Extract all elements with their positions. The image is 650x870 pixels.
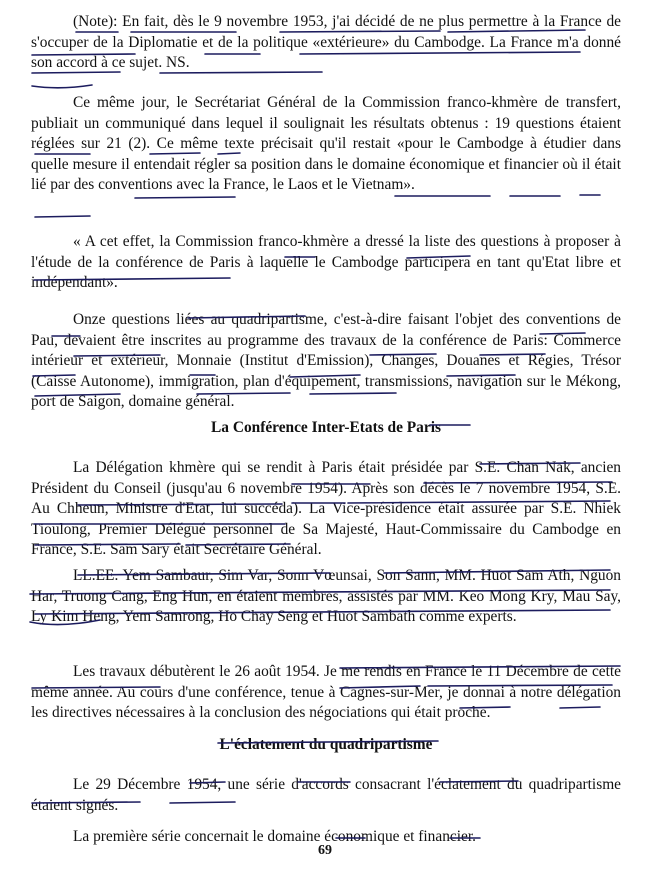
page-number: 69 — [318, 843, 332, 858]
ink-underline — [35, 216, 90, 217]
paragraph-travaux: Les travaux débutèrent le 26 août 1954. Je me rendis en France le 11 Décembre de cette même année. Au cours d'une conférence, tenue à Cagnes-sur-Mer, je donnai à notre délégation les directives nécessaires à la conclusion des négociations qui était proche. — [31, 663, 621, 721]
heading-conference: La Conférence Inter-Etats de Paris — [211, 419, 441, 436]
paragraph-premiere-serie: La première série concernait le domaine économique et financier. — [73, 828, 476, 845]
paragraph-quadripartisme: Onze questions liées au quadripartisme, c'est-à-dire faisant l'objet des conventions de Pau, devaient être inscrites au programme des travaux de la conférence de Paris: Commerce intérieur et extérieur, Monnaie (Institut d'Emission), Changes, Douanes et Régies, Trésor (Caisse Autonome), immigration, plan d'équipement, transmissions, navigation sur le Mékong, port de Saigon, domaine général. — [31, 311, 621, 410]
note-paragraph: (Note): En fait, dès le 9 novembre 1953, j'ai décidé de ne plus permettre à la France de s'occuper de la Diplomatie et de la politique «extérieure» du Cambodge. La France m'a donné son accord à ce sujet. NS. — [31, 13, 621, 71]
paragraph-delegation: La Délégation khmère qui se rendit à Paris était présidée par S.E. Chan Nak, ancien Président du Conseil (jusqu'au 6 novembre 1954). Après son décès le 7 novembre 1954, S.E. Au Chheun, Ministre d'Etat, lui succéda). La Vice-présidence était assurée par S.E. Nhiek Tioulong, Premier Délégué personnel de Sa Majesté, Haut-Commissaire du Cambodge en France, S.E. Sam Sary était Secrétaire Général. — [31, 459, 621, 558]
ink-underline — [32, 85, 92, 88]
paragraph-members: LL.EE. Yem Sambaur, Sim Var, Sonn Vœunsai, Son Sann, MM. Huot Sam Ath, Nguon Har, Truong Cang, Eng Hun, en étaient membres, assistés par MM. Keo Mong Kry, Mau Say, Ly Kim Heng, Yem Samrong, Ho Chay Seng et Huot Sambath comme experts. — [31, 567, 621, 625]
paragraph-communique: Ce même jour, le Secrétariat Général de la Commission franco-khmère de transfert, publiait un communiqué dans lequel il soulignait les résultats obtenus : 19 questions étaient réglées sur 21 (2). Ce même texte précisait qu'il restait «pour le Cambodge à étudier dans quelle mesure il entendait régler sa position dans le domaine économique et financier où il était lié par des conventions avec la France, le Laos et le Vietnam». — [31, 94, 621, 193]
paragraph-accords: Le 29 Décembre 1954, une série d'accords consacrant l'éclatement du quadripartisme étaient signés. — [31, 776, 621, 814]
heading-eclatement: L'éclatement du quadripartisme — [219, 736, 433, 753]
paragraph-commission-list: « A cet effet, la Commission franco-khmère a dressé la liste des questions à proposer à l'étude de la conférence de Paris à laquelle le Cambodge participera en tant qu'Etat libre et indépendant». — [31, 233, 621, 291]
